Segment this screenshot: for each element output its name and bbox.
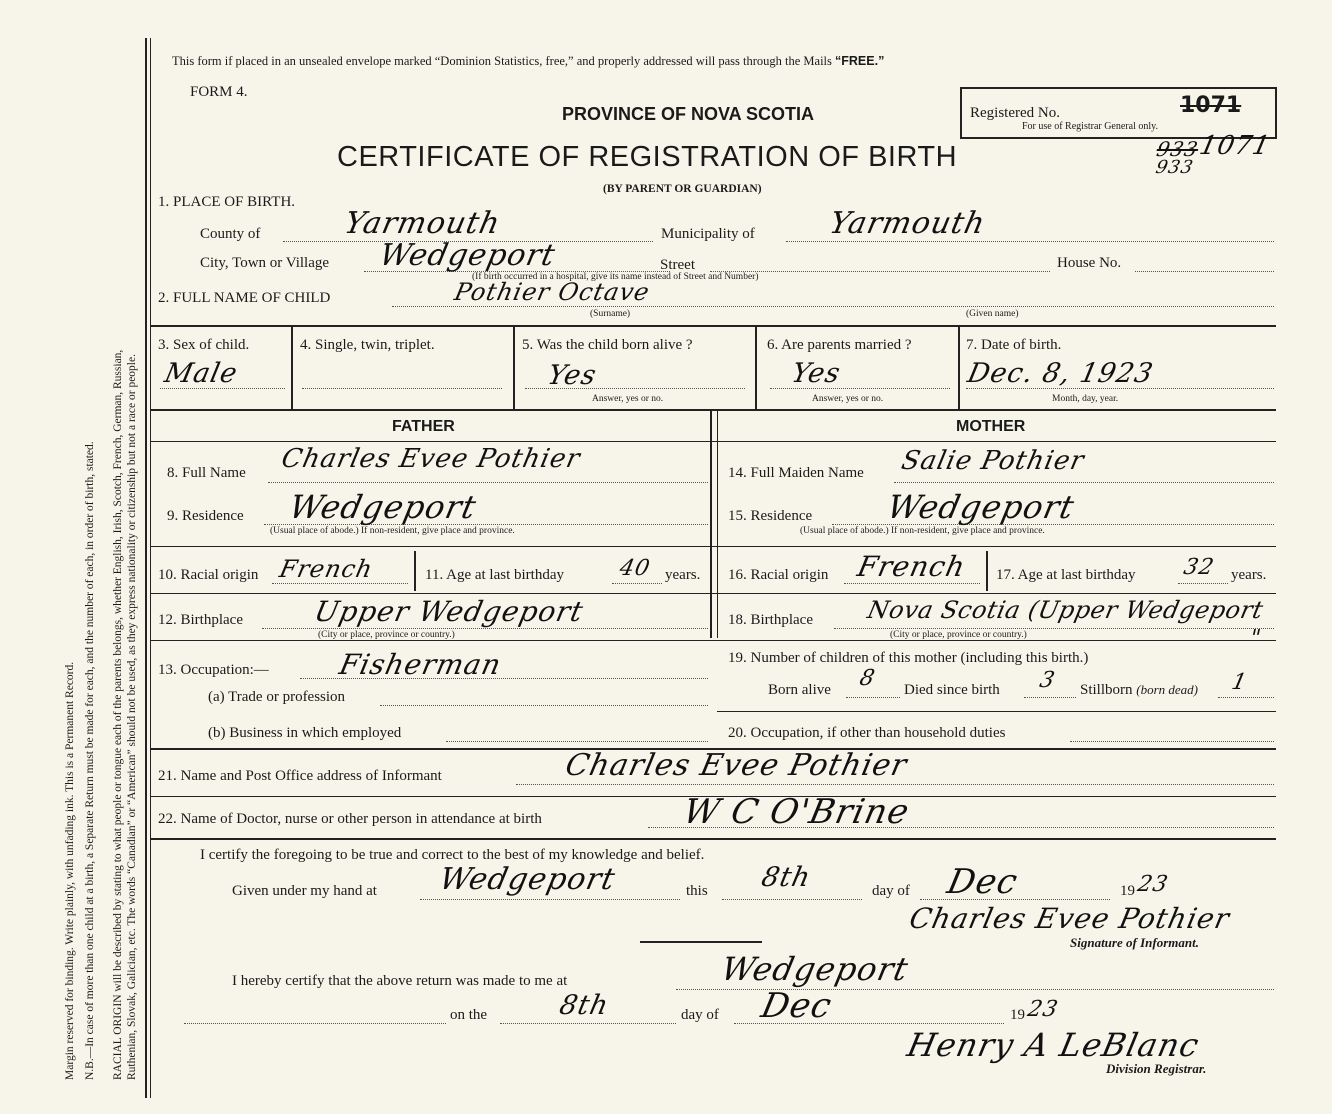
section-separator xyxy=(640,941,762,943)
informant-line xyxy=(516,784,1274,785)
province-heading: PROVINCE OF NOVA SCOTIA xyxy=(562,104,815,124)
cell-divider xyxy=(291,325,293,409)
father-name-label: 8. Full Name xyxy=(167,465,246,481)
registration-handwritten-c: 933 xyxy=(1153,157,1196,178)
father-residence-value: Wedgeport xyxy=(285,488,481,526)
cert-day-line xyxy=(722,899,862,900)
form-number: FORM 4. xyxy=(190,84,248,100)
born-alive-value: Yes xyxy=(544,360,600,391)
margin-note-racial-origin-cont: Ruthenian, Slovak, Galician, etc. The words “Canadian” or “American” should not be used, as they express nationality or citizenship but not a race or people. xyxy=(126,354,138,1080)
house-no-line xyxy=(1135,271,1274,272)
died-count-value: 3 xyxy=(1037,668,1058,693)
died-count-line xyxy=(1024,697,1076,698)
father-name-line xyxy=(268,482,708,483)
heading-rule xyxy=(150,441,1276,442)
parents-married-label: 6. Are parents married ? xyxy=(767,337,912,353)
mail-notice-free: “FREE.” xyxy=(835,54,885,68)
father-name-value: Charles Evee Pothier xyxy=(278,444,584,474)
stillborn-value: 1 xyxy=(1229,670,1250,695)
row-divider xyxy=(150,838,1276,840)
registrar-signature: Henry A LeBlanc xyxy=(903,1026,1203,1064)
father-racial-value: French xyxy=(277,555,376,583)
row-divider xyxy=(150,546,1276,547)
born-alive-label: 5. Was the child born alive ? xyxy=(522,337,693,353)
father-racial-line xyxy=(272,583,408,584)
father-place-note: (City or place, province or country.) xyxy=(318,630,455,640)
mother-heading: MOTHER xyxy=(956,418,1026,435)
mother-racial-label: 16. Racial origin xyxy=(728,567,829,583)
registrar-signature-label: Division Registrar. xyxy=(1106,1061,1207,1076)
registrar-day-value: 8th xyxy=(556,990,612,1021)
mother-residence-value: Wedgeport xyxy=(883,488,1079,526)
dob-label: 7. Date of birth. xyxy=(966,337,1062,353)
mother-racial-value: French xyxy=(854,550,969,583)
registrar-place-value: Wedgeport xyxy=(717,950,913,988)
registrar-year-prefix: 19 xyxy=(1010,1007,1025,1023)
parents-married-value: Yes xyxy=(788,358,844,389)
registrar-month-value: Dec xyxy=(757,986,836,1026)
margin-note-multiple-births: N.B.—In case of more than one child at a birth, a Separate Return must be made for each, and the number of each, in order of birth, stated. xyxy=(84,441,96,1080)
child-name-line xyxy=(392,306,1274,307)
informant-value: Charles Evee Pothier xyxy=(562,748,911,783)
cert-month-value: Dec xyxy=(943,862,1022,902)
trade-line xyxy=(380,705,708,706)
municipality-line xyxy=(786,241,1274,242)
mother-occupation-line xyxy=(1070,741,1274,742)
informant-signature-label: Signature of Informant. xyxy=(1070,935,1199,950)
house-no-label: House No. xyxy=(1057,255,1122,271)
county-label: County of xyxy=(200,226,261,242)
mother-age-label: 17. Age at last birthday xyxy=(996,567,1136,583)
mother-residence-label: 15. Residence xyxy=(728,508,813,524)
father-age-value: 40 xyxy=(617,556,653,581)
registrar-day-line xyxy=(500,1023,676,1024)
child-name-label: 2. FULL NAME OF CHILD xyxy=(158,290,331,306)
mother-name-label: 14. Full Maiden Name xyxy=(728,465,864,481)
given-under-label: Given under my hand at xyxy=(232,883,377,899)
given-place-line xyxy=(420,899,680,900)
row-divider xyxy=(150,325,1276,327)
registration-handwritten-a: 933 xyxy=(1154,137,1201,161)
father-racial-label: 10. Racial origin xyxy=(158,567,259,583)
margin-note-racial-origin: RACIAL ORIGIN will be described by stating to what people or tongue each of the parents belongs, whether English, Irish, Scotch, French, German, Russian, xyxy=(112,349,124,1080)
cert-day-value: 8th xyxy=(758,862,814,893)
child-name-value: Pothier Octave xyxy=(452,278,653,306)
dob-note: Month, day, year. xyxy=(1052,394,1119,404)
registered-no-label: Registered No. xyxy=(970,105,1060,121)
street-line xyxy=(710,271,1050,272)
on-the-label: on the xyxy=(450,1007,488,1023)
doctor-label: 22. Name of Doctor, nurse or other person in attendance at birth xyxy=(158,811,542,827)
dob-value: Dec. 8, 1923 xyxy=(964,358,1157,389)
born-alive-count-line xyxy=(846,697,900,698)
stillborn-line xyxy=(1218,697,1274,698)
father-age-line xyxy=(612,583,662,584)
street-label: Street xyxy=(660,257,695,273)
cert-year-prefix: 19 xyxy=(1120,883,1135,899)
stillborn-label-text: Stillborn xyxy=(1080,682,1133,698)
row-divider xyxy=(150,593,1276,594)
margin-rule-inner xyxy=(150,38,151,1098)
multiple-birth-line xyxy=(302,388,502,389)
father-age-label: 11. Age at last birthday xyxy=(425,567,564,583)
father-birthplace-value: Upper Wedgeport xyxy=(311,595,587,628)
business-label: (b) Business in which employed xyxy=(208,725,402,741)
mother-place-note: (City or place, province or country.) xyxy=(890,630,1027,640)
mother-racial-line xyxy=(844,583,980,584)
business-line xyxy=(446,741,708,742)
certify-statement: I certify the foregoing to be true and correct to the best of my knowledge and belief. xyxy=(200,847,705,863)
father-residence-label: 9. Residence xyxy=(167,508,244,524)
father-occupation-label: 13. Occupation:— xyxy=(158,662,269,678)
page-subtitle: (BY PARENT OR GUARDIAN) xyxy=(603,183,762,195)
given-place-value: Wedgeport xyxy=(436,862,619,897)
mother-years-label: years. xyxy=(1231,567,1267,583)
this-label: this xyxy=(686,883,708,899)
margin-rule xyxy=(145,38,147,1098)
municipality-value: Yarmouth xyxy=(826,206,989,241)
registrar-general-note: For use of Registrar General only. xyxy=(1022,121,1158,132)
mother-birthplace-extra: " xyxy=(1247,626,1264,651)
father-abode-note: (Usual place of abode.) If non-resident, give place and province. xyxy=(270,526,515,536)
cell-divider xyxy=(513,325,515,409)
place-of-birth-label: 1. PLACE OF BIRTH. xyxy=(158,194,296,210)
sex-label: 3. Sex of child. xyxy=(158,337,250,353)
city-value: Wedgeport xyxy=(376,238,559,273)
mother-birthplace-line xyxy=(834,628,1274,629)
given-name-label: (Given name) xyxy=(966,309,1019,319)
father-years-label: years. xyxy=(665,567,701,583)
municipality-label: Municipality of xyxy=(661,226,755,242)
mother-age-line xyxy=(1178,583,1228,584)
sex-value: Male xyxy=(161,358,241,389)
county-value: Yarmouth xyxy=(341,206,504,241)
father-birthplace-label: 12. Birthplace xyxy=(158,612,243,628)
doctor-value: W C O'Brine xyxy=(679,792,914,832)
row-divider xyxy=(150,409,1276,411)
row-divider xyxy=(150,640,1276,641)
mail-notice xyxy=(172,54,884,69)
father-occupation-value: Fisherman xyxy=(336,648,505,681)
mother-birthplace-label: 18. Birthplace xyxy=(728,612,813,628)
registration-handwritten-b: 1071 xyxy=(1196,131,1274,161)
stillborn-label xyxy=(1080,682,1198,699)
mother-name-value: Salie Pothier xyxy=(898,446,1088,476)
died-count-label: Died since birth xyxy=(904,682,1000,698)
registered-number-crossed: 1071 xyxy=(1180,93,1242,118)
hospital-note: (If birth occurred in a hospital, give its name instead of Street and Number) xyxy=(472,272,759,282)
children-count-label: 19. Number of children of this mother (including this birth.) xyxy=(728,650,1089,666)
mother-abode-note: (Usual place of abode.) If non-resident, give place and province. xyxy=(800,526,1045,536)
parents-married-note: Answer, yes or no. xyxy=(812,394,884,404)
registrar-day-of-label: day of xyxy=(681,1007,719,1023)
row-divider xyxy=(717,711,1276,712)
informant-signature: Charles Evee Pothier xyxy=(906,902,1233,935)
page-title: CERTIFICATE OF REGISTRATION OF BIRTH xyxy=(337,141,958,173)
mother-birthplace-value: Nova Scotia (Upper Wedgeport xyxy=(865,596,1266,624)
registrar-statement: I hereby certify that the above return was made to me at xyxy=(232,973,568,989)
cell-divider xyxy=(958,325,960,409)
mother-occupation-label: 20. Occupation, if other than household duties xyxy=(728,725,1006,741)
cell-divider xyxy=(986,551,988,591)
surname-label: (Surname) xyxy=(590,309,631,319)
father-heading: FATHER xyxy=(392,418,455,435)
cell-divider xyxy=(755,325,757,409)
registrar-lead-line xyxy=(184,1023,446,1024)
father-birthplace-line xyxy=(262,628,708,629)
born-alive-note: Answer, yes or no. xyxy=(592,394,664,404)
parents-divider-b xyxy=(717,409,718,638)
multiple-birth-label: 4. Single, twin, triplet. xyxy=(300,337,435,353)
mother-name-line xyxy=(894,482,1274,483)
stillborn-note: (born dead) xyxy=(1136,682,1199,697)
margin-note-binding: Margin reserved for binding. Write plainly, with unfading ink. This is a Permanent Record. xyxy=(64,661,76,1080)
informant-label: 21. Name and Post Office address of Informant xyxy=(158,768,442,784)
cert-day-of-label: day of xyxy=(872,883,910,899)
mail-notice-text: This form if placed in an unsealed envelope marked “Dominion Statistics, free,” and properly addressed will pass through the Mails xyxy=(172,54,832,68)
city-label: City, Town or Village xyxy=(200,255,330,271)
born-alive-count-label: Born alive xyxy=(768,682,831,698)
trade-label: (a) Trade or profession xyxy=(208,689,346,705)
born-alive-count-value: 8 xyxy=(857,666,878,691)
cell-divider xyxy=(414,551,416,591)
mother-age-value: 32 xyxy=(1181,555,1217,580)
cert-year-value: 23 xyxy=(1135,872,1171,897)
registrar-year-value: 23 xyxy=(1025,997,1061,1022)
parents-divider xyxy=(710,409,712,638)
